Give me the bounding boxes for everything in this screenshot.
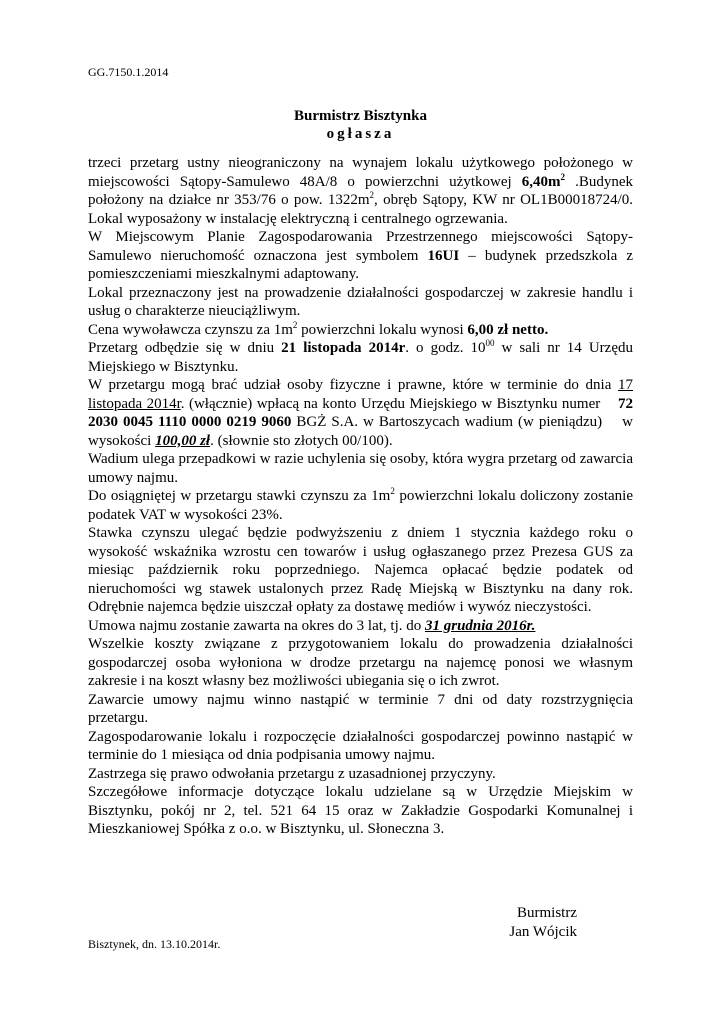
paragraph-costs: Wszelkie koszty związane z przygotowaniem lokalu do prowadzenia działalności gospodarczej osoba wyłoniona w drodze przetargu na najemcę ponosi we własnym zakresie i na koszt własny bez możliwości ubiegania się o ich zwrot.: [88, 636, 633, 689]
document-title: Burmistrz Bisztynka: [294, 108, 427, 124]
paragraph-tender-date: Przetarg odbędzie się w dniu 21 listopada 2014r. o godz. $10^{00}$ w sali nr 14 Urzędu Miejskiego w Bisztynku.: [88, 338, 633, 375]
place-and-date: Bisztynek, dn. 13.10.2014r.: [88, 937, 221, 951]
paragraph-vat: Do osiągniętej w przetargu stawki czynszu za $1m^2$ powierzchni lokalu doliczony zostanie podatek VAT w wysokości 23%.: [88, 486, 633, 523]
deposit-amount: 100,00 zł: [155, 432, 211, 449]
document-subtitle: ogłasza: [326, 126, 395, 142]
lease-end-date: 31 grudnia 2016r.: [424, 617, 536, 634]
usable-area: 6,40m: [521, 173, 561, 190]
paragraph-lease-term: Umowa najmu zostanie zawarta na okres do 3 lat, tj. do 31 grudnia 2016r.: [88, 617, 536, 634]
paragraph-contact-info: Szczegółowe informacje dotyczące lokalu udzielane są w Urzędzie Miejskim w Bisztynku, pokój nr 2, tel. 521 64 15 oraz w Zakładzie Gospodarki Komunalnej i Mieszkaniowej Spółka z o.o. w Bisztynku, ul. Słoneczna 3.: [88, 784, 633, 837]
tender-date: 21 listopada 2014r: [281, 340, 406, 356]
paragraph-contract-deadline: Zawarcie umowy najmu winno nastąpić w terminie 7 dni od daty rozstrzygnięcia przetargu.: [88, 691, 633, 726]
paragraph-business-start: Zagospodarowanie lokalu i rozpoczęcie działalności gospodarczej powinno nastąpić w terminie do 1 miesiąca od dnia podpisania umowy najmu.: [88, 728, 633, 763]
bank-account-number: 72 2030 0045 1110 0000 0219 9060: [88, 395, 634, 430]
announcement-body: [88, 154, 637, 839]
zoning-symbol: 16UI: [427, 247, 460, 264]
signature-name: Jan Wójcik: [509, 924, 577, 940]
deposit-deadline: 17 listopada 2014r: [88, 377, 633, 412]
paragraph-zoning-plan: W Miejscowym Planie Zagospodarowania Przestrzennego miejscowości Sątopy-Samulewo nieruchomość oznaczona jest symbolem 16UI – budynek przedszkola z pomieszczeniami mieszkalnymi adaptowany.: [88, 229, 633, 282]
paragraph-purpose: Lokal przeznaczony jest na prowadzenie działalności gospodarczej w zakresie handlu i usług o charakterze nieuciążliwym.: [88, 284, 633, 319]
document-reference-number: GG.7150.1.2014: [88, 65, 169, 79]
paragraph-rent-indexation: Stawka czynszu ulegać będzie podwyższeniu z dniem 1 stycznia każdego roku o wysokość wskaźnika wzrostu cen towarów i usług ogłaszanego przez Prezesa GUS za miesiąc październik roku poprzedniego. Najemca opłacać będzie podatek od nieruchomości wg stawek ustalonych przez Radę Miejską w Bisztynku na dany rok. Odrębnie najemca będzie uiszczał opłaty za dostawę mediów i wywóz nieczystości.: [88, 525, 633, 615]
signature-role: Burmistrz: [517, 905, 577, 921]
starting-price: 6,00 zł netto.: [467, 321, 549, 338]
paragraph-cancellation-right: Zastrzega się prawo odwołania przetargu z uzasadnionej przyczyny.: [88, 765, 496, 782]
paragraph-participation: W przetargu mogą brać udział osoby fizyczne i prawne, które w terminie do dnia 17 listopada 2014r. (włącznie) wpłacą na konto Urzędu Miejskiego w Bisztynku numer 72 2030 0045 1110 0000 0219 9060 BGŻ S.A. w Bartoszycach wadium (w pieniądzu) w wysokości 100,00 zł. (słownie sto złotych 00/100).: [88, 377, 637, 449]
paragraph-premises-description: trzeci przetarg ustny nieograniczony na wynajem lokalu użytkowego położonego w miejscowości Sątopy-Samulewo 48A/8 o powierzchni użytkowej $6,40m^2$ .Budynek położony na działce nr 353/76 o pow. $1322m^2$, obręb Sątopy, KW nr OL1B00018724/0. Lokal wyposażony w instalację elektryczną i centralnego ogrzewania.: [88, 155, 634, 227]
paragraph-starting-price: Cena wywoławcza czynszu za $1m^2$ powierzchni lokalu wynosi 6,00 zł netto.: [88, 319, 549, 338]
paragraph-deposit-forfeit: Wadium ulega przepadkowi w razie uchylenia się osoby, która wygra przetarg od zawarcia umowy najmu.: [88, 451, 633, 486]
